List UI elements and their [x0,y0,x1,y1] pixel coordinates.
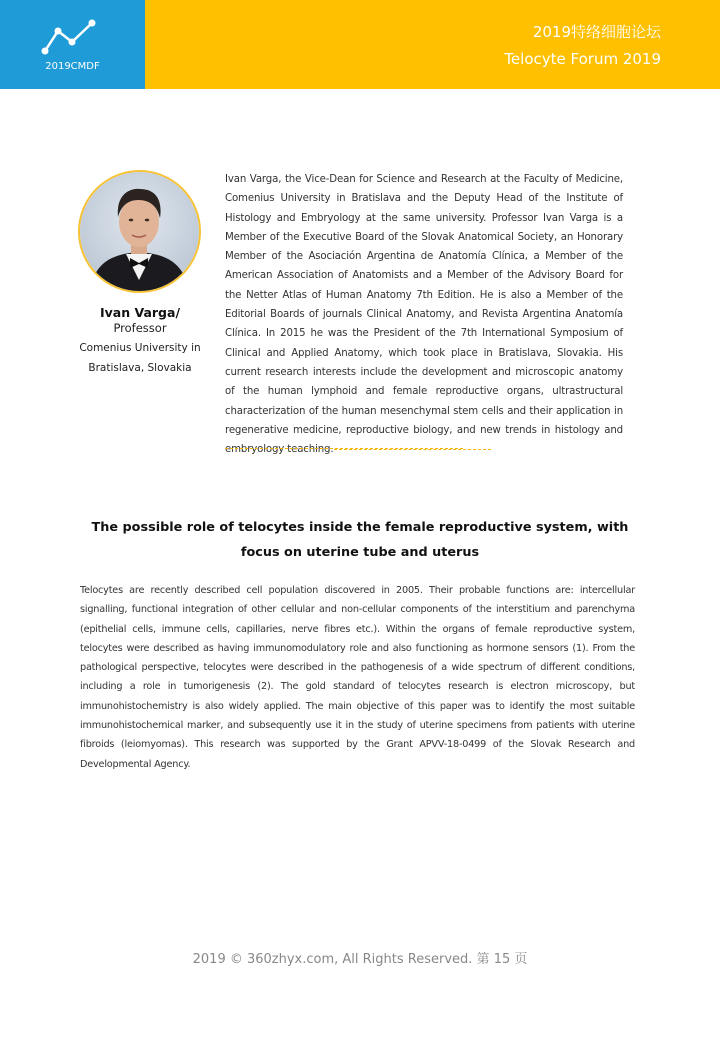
page-footer: 2019 © 360zhyx.com, All Rights Reserved. 第 15 页 [192,952,528,967]
header-title-cn: 2019特络细胞论坛 [532,23,661,41]
logo-text: 2019CMDF [45,61,100,72]
speaker-affiliation-line2: Bratislava, Slovakia [88,362,192,374]
speaker-bio [225,170,623,459]
abstract-title: The possible role of telocytes inside the female reproductive system, with focus on uterine tube and uterus [91,520,629,560]
speaker-title: Professor [113,321,167,335]
portrait-photo-icon [80,172,199,291]
abstract-body: Telocytes are recently described cell population discovered in 2005. Their probable functions are: intercellular signalling, functional integration of other cellular and non-cellular components of the interstitium and parenchyma (epithelial cells, immune cells, capillaries, nerve fibres etc.). Within the organs of female reproductive system, telocytes were described as having immunomodulatory role and also functioning as hormone sensors (1). From the pathological perspective, telocytes were described in the pathogenesis of a wide spectrum of different conditions, including a role in tumorigenesis (2). The gold standard of telocytes research is electron microscopy, but immunohistochemistry is also widely applied. The main objective of this paper was to identify the most suitable immunohistochemical marker, and subsequently use it in the study of uterine specimens from patients with uterine fibroids (leiomyomas). This research was supported by the Grant APVV-18-0499 of the Slovak Research and Developmental Agency. [80,585,635,770]
speaker-bio-text: Ivan Varga, the Vice-Dean for Science and Research at the Faculty of Medicine, Comenius University in Bratislava and the Deputy Head of the Institute of Histology and Embryology at the same university. Professor Ivan Varga is a Member of the Executive Board of the Slovak Anatomical Society, an Honorary Member of the Asociación Argentina de Anatomía Clínica, a Member of the American Association of Anatomists and a Member of the Advisory Board for the Netter Atlas of Human Anatomy 7th Edition. He is also a Member of the Editorial Boards of journals Clinical Anatomy, and Revista Argentina Anatomía Clínica. In 2015 he was the President of the 7th International Symposium of Clinical and Applied Anatomy, which took place in Bratislava, Slovakia. His current research interests include the development and microscopic anatomy of the human lymphoid and female reproductive organs, ultrastructural characterization of the human mesenchymal stem cells and their application in regenerative medicine, reproductive biology, and new trends in histology and embryology teaching. [225,174,623,456]
dashed-divider-continued [225,448,463,449]
header-title-en: Telocyte Forum 2019 [504,50,661,68]
page-header [0,0,720,89]
speaker-name: Ivan Varga/ [99,305,181,320]
speaker-photo [78,170,201,293]
speaker-affiliation-line1: Comenius University in [79,342,201,354]
logo [0,0,145,89]
line-chart-logo-icon [38,18,98,58]
